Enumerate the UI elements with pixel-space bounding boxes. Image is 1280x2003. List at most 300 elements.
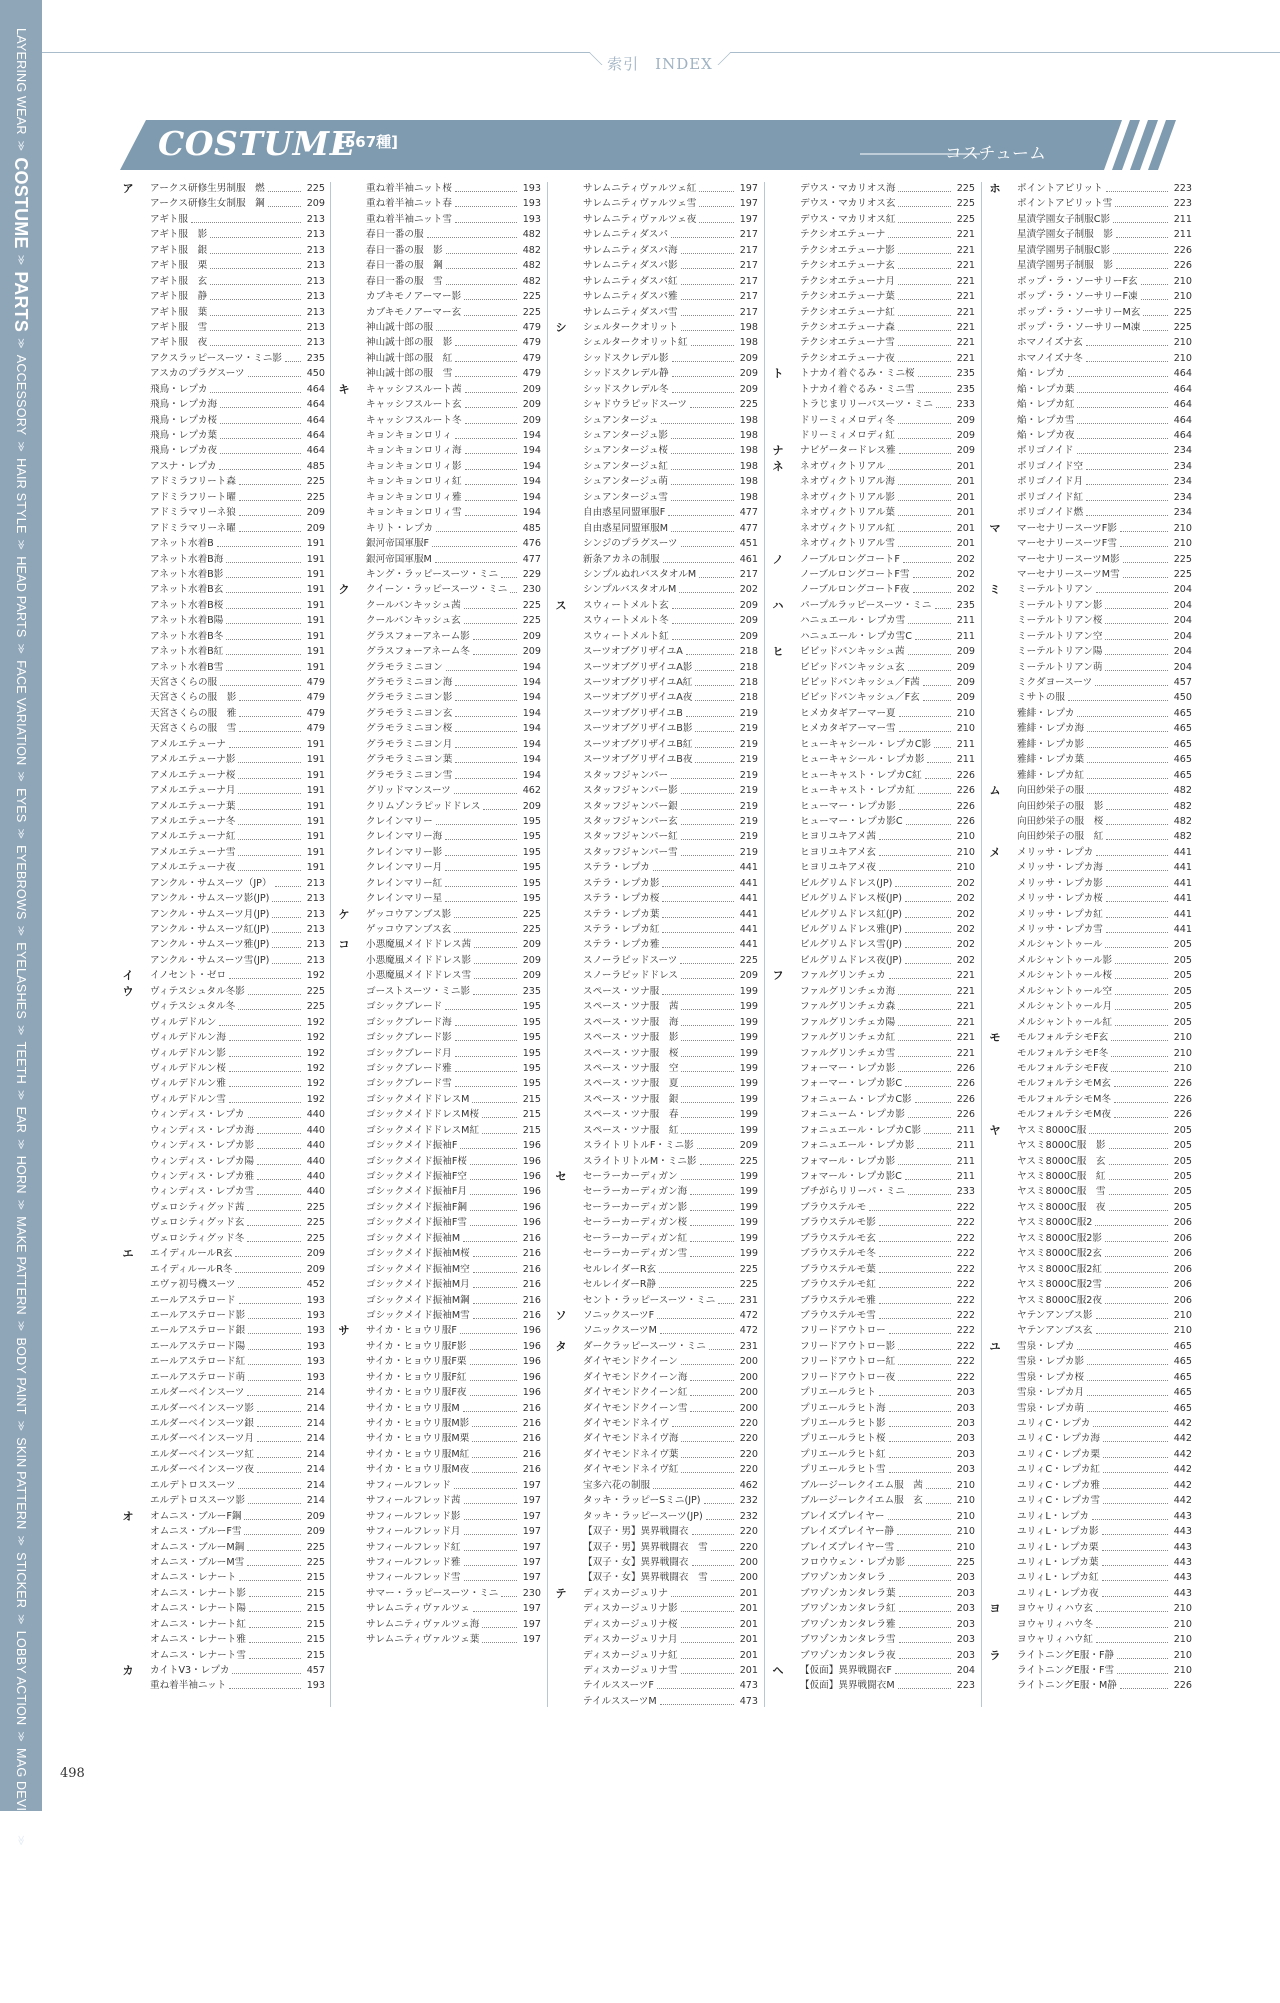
entry-name: 焔・レプカ紅	[1017, 399, 1075, 411]
leader-dots	[898, 500, 951, 501]
leader-dots	[681, 299, 734, 300]
leader-dots	[1102, 1596, 1168, 1597]
entry-page: 225	[306, 985, 325, 997]
entry-name: ゴシックブレード雅	[366, 1062, 452, 1074]
index-entry	[987, 258, 1192, 273]
side-nav-item[interactable]: EYELASHES	[14, 942, 28, 1019]
leader-dots	[936, 407, 951, 408]
index-entry	[120, 351, 325, 366]
leader-dots	[432, 546, 517, 547]
index-entry	[336, 768, 541, 783]
leader-dots	[926, 1503, 951, 1504]
index-entry	[987, 937, 1192, 952]
leader-dots	[1103, 1457, 1168, 1458]
index-entry	[987, 1154, 1192, 1169]
leader-dots	[455, 191, 517, 192]
index-entry	[336, 660, 541, 675]
leader-dots	[899, 1658, 951, 1659]
leader-dots	[238, 762, 301, 763]
entry-page: 205	[1173, 1171, 1192, 1182]
entry-name: 【仮面】異界戦闘衣M	[800, 1680, 895, 1692]
leader-dots	[470, 1210, 517, 1211]
entry-name: エルデトロススーツ	[150, 1479, 236, 1491]
entry-name: 自由惑星同盟軍服M	[583, 522, 669, 534]
entry-page: 202	[956, 893, 975, 905]
entry-page: 233	[956, 1186, 975, 1198]
leader-dots	[899, 1596, 951, 1597]
kana-heading: セ	[555, 1170, 567, 1183]
leader-dots	[1116, 268, 1168, 269]
entry-name: サレムニティヴァルツェ海	[366, 1618, 480, 1630]
leader-dots	[657, 1318, 734, 1319]
entry-name: ヤスミ8000C服 紅	[1017, 1171, 1106, 1182]
side-nav-item[interactable]: FACE VARIATION	[14, 660, 28, 766]
leader-dots	[501, 577, 517, 578]
index-entry	[336, 675, 541, 690]
index-entry	[987, 320, 1192, 335]
index-entry	[553, 1694, 758, 1709]
entry-page: 205	[1173, 939, 1192, 951]
index-entry	[770, 1030, 975, 1045]
entry-page: 218	[739, 646, 758, 658]
entry-page: 209	[739, 1140, 758, 1152]
entry-name: サフィールフレッド月	[366, 1526, 461, 1538]
leader-dots	[229, 978, 301, 979]
entry-page: 209	[956, 677, 975, 688]
index-entry	[987, 474, 1192, 489]
side-nav-item[interactable]: WEAPON CAMOUFLAGE	[14, 1851, 28, 2003]
index-entry	[987, 984, 1192, 999]
entry-page: 225	[522, 291, 541, 303]
entry-page: 200	[739, 1387, 758, 1399]
leader-dots	[699, 222, 734, 223]
leader-dots	[220, 423, 301, 424]
leader-dots	[455, 762, 517, 763]
entry-page: 235	[956, 368, 975, 380]
entry-page: 234	[1173, 507, 1192, 519]
entry-name: ノーブルロングコートF夜	[800, 584, 910, 596]
leader-dots	[1105, 608, 1168, 609]
side-nav-item[interactable]: ACCESSORY	[14, 354, 28, 436]
index-entry	[770, 1678, 975, 1693]
index-entry	[120, 459, 325, 474]
entry-page: 193	[522, 213, 541, 225]
entry-name: ウィンディス・レプカ雪	[150, 1186, 255, 1198]
leader-dots	[671, 237, 734, 238]
entry-name: オムニス・ブルーM鋼	[150, 1541, 245, 1553]
entry-page: 205	[1173, 1201, 1192, 1213]
index-entry	[120, 1138, 325, 1153]
leader-dots	[435, 562, 517, 563]
leader-dots	[662, 901, 734, 902]
leader-dots	[1114, 1117, 1168, 1118]
entry-page: 457	[306, 1665, 325, 1676]
index-entry	[770, 1385, 975, 1400]
entry-page: 200	[739, 1402, 758, 1414]
entry-name: 星漬学園女子制服C影	[1017, 213, 1111, 225]
leader-dots	[898, 546, 951, 547]
leader-dots	[257, 1179, 301, 1180]
leader-dots	[889, 1333, 951, 1334]
leader-dots	[915, 639, 951, 640]
entry-page: 197	[522, 1618, 541, 1630]
entry-page: 465	[1173, 1402, 1192, 1414]
entry-page: 216	[522, 1232, 541, 1244]
leader-dots	[659, 1272, 734, 1273]
index-entry	[336, 1617, 541, 1632]
index-entry	[120, 829, 325, 844]
leader-dots	[463, 1241, 517, 1242]
entry-name: ダイヤモンドネイヴ海	[583, 1433, 679, 1445]
entry-name: フリードアウトロー	[800, 1325, 886, 1337]
index-entry	[770, 1046, 975, 1061]
entry-page: 485	[306, 460, 325, 472]
entry-page: 479	[522, 337, 541, 349]
entry-page: 216	[522, 1294, 541, 1306]
entry-name: エイディルールR玄	[150, 1248, 233, 1260]
entry-name: キャッシフスルート茜	[366, 383, 462, 395]
side-nav-item[interactable]: EAR	[14, 1106, 28, 1134]
leader-dots	[470, 1364, 517, 1365]
entry-name: エールアステロード銀	[150, 1325, 246, 1337]
index-entry	[553, 1046, 758, 1061]
entry-page: 217	[739, 568, 758, 580]
banner-count: [567種]	[338, 133, 399, 151]
index-entry	[336, 814, 541, 829]
index-entry	[120, 1169, 325, 1184]
entry-page: 209	[522, 954, 541, 966]
leader-dots	[711, 1580, 734, 1581]
leader-dots	[898, 438, 951, 439]
index-entry	[770, 799, 975, 814]
index-entry	[987, 1354, 1192, 1369]
leader-dots	[709, 1349, 734, 1350]
entry-name: キョンキョンロリィ紅	[366, 476, 462, 488]
leader-dots	[455, 1071, 517, 1072]
leader-dots	[1111, 1056, 1168, 1057]
entry-name: メルシャントゥール紅	[1017, 1016, 1113, 1028]
leader-dots	[889, 1457, 951, 1458]
entry-page: 199	[739, 1093, 758, 1105]
entry-page: 215	[522, 1124, 541, 1136]
index-entry	[120, 721, 325, 736]
entry-page: 225	[956, 183, 975, 194]
leader-dots	[1105, 1272, 1168, 1273]
entry-name: ファルグリンチェカ海	[800, 985, 896, 997]
leader-dots	[238, 870, 301, 871]
side-nav-item[interactable]: COSTUME	[11, 157, 32, 249]
entry-name: グラモラミニヨン雪	[366, 769, 453, 781]
leader-dots	[898, 515, 951, 516]
entry-page: 201	[739, 1618, 758, 1630]
entry-page: 201	[739, 1603, 758, 1615]
index-entry	[120, 845, 325, 860]
entry-name: ビルグリムドレス夜(JP)	[800, 954, 902, 966]
leader-dots	[455, 1086, 517, 1087]
entry-name: モルフォルテシモF夜	[1017, 1062, 1109, 1074]
index-entry	[120, 1061, 325, 1076]
entry-page: 230	[522, 1587, 541, 1599]
leader-dots	[672, 392, 734, 393]
entry-name: ポリゴノイド燃	[1017, 507, 1084, 519]
entry-page: 216	[522, 1418, 541, 1429]
entry-name: アネット水着B冬	[150, 630, 224, 642]
side-nav-item[interactable]: EYEBROWS	[14, 845, 28, 920]
entry-page: 206	[1173, 1294, 1192, 1306]
entry-page: 191	[306, 785, 325, 797]
index-entry	[120, 1632, 325, 1647]
entry-page: 219	[739, 707, 758, 719]
entry-name: ユリィL・レプカ紅	[1017, 1572, 1099, 1584]
leader-dots	[472, 1102, 517, 1103]
entry-name: アギト服 影	[150, 229, 208, 241]
entry-name: 銀河帝国軍服M	[366, 553, 432, 565]
leader-dots	[465, 500, 517, 501]
leader-dots	[672, 376, 734, 377]
index-entry	[553, 1617, 758, 1632]
entry-page: 464	[1173, 368, 1192, 380]
index-entry	[553, 1509, 758, 1524]
leader-dots	[465, 453, 517, 454]
entry-name: トラじまリリーパスーツ・ミニ	[800, 399, 933, 411]
index-entry	[987, 1169, 1192, 1184]
entry-page: 193	[522, 183, 541, 194]
index-entry	[120, 274, 325, 289]
kana-heading: タ	[555, 1339, 567, 1353]
entry-name: ディスカージュリナ	[583, 1587, 668, 1599]
entry-name: テイルススーツM	[583, 1695, 657, 1707]
entry-name: ポップ・ラ・ソーサリーF玄	[1017, 275, 1138, 287]
side-nav-item[interactable]: STICKER	[14, 1552, 28, 1609]
side-nav-item[interactable]: TEETH	[14, 1041, 28, 1084]
side-nav-item[interactable]: LOBBY ACTION	[14, 1630, 28, 1726]
entry-page: 210	[956, 1541, 975, 1553]
entry-page: 210	[956, 846, 975, 858]
leader-dots	[681, 1009, 734, 1010]
entry-page: 222	[956, 1294, 975, 1306]
entry-page: 225	[306, 1541, 325, 1553]
leader-dots	[210, 284, 301, 285]
leader-dots	[220, 685, 301, 686]
entry-page: 461	[739, 553, 758, 565]
index-entry	[553, 397, 758, 412]
index-entry	[987, 1632, 1192, 1647]
leader-dots	[220, 453, 301, 454]
index-entry	[987, 860, 1192, 875]
double-chevron-icon: ≫	[15, 925, 27, 937]
side-nav-item[interactable]: MAKE PATTERN	[14, 1216, 28, 1315]
side-nav-item[interactable]: EYES	[14, 788, 28, 823]
side-nav-item[interactable]: MAG DEVICE	[14, 1748, 28, 1830]
leader-dots	[191, 222, 301, 223]
entry-page: 203	[956, 1618, 975, 1630]
entry-name: ディスカージュリナ月	[583, 1634, 678, 1646]
entry-page: 226	[1173, 260, 1192, 272]
leader-dots	[681, 1673, 734, 1674]
index-entry	[120, 1107, 325, 1122]
entry-page: 231	[739, 1294, 758, 1306]
leader-dots	[248, 994, 301, 995]
entry-page: 221	[956, 352, 975, 364]
index-entry	[987, 613, 1192, 628]
index-entry	[120, 922, 325, 937]
index-entry	[553, 1632, 758, 1647]
entry-name: ライトニングE服・M静	[1017, 1680, 1117, 1692]
entry-name: ノーブルロングコートF	[800, 553, 900, 565]
entry-name: グラモラミニヨン	[366, 661, 443, 673]
entry-page: 199	[739, 1232, 758, 1244]
double-chevron-icon: ≫	[15, 828, 27, 840]
index-entry	[553, 968, 758, 983]
index-entry	[770, 505, 975, 520]
entry-page: 196	[522, 1356, 541, 1368]
entry-name: 向田紗栄子の服 影	[1017, 800, 1104, 812]
entry-name: ゴシックブレード	[366, 1001, 443, 1013]
leader-dots	[1106, 809, 1168, 810]
entry-name: ゴシックメイド振袖M鋼	[366, 1294, 470, 1306]
leader-dots	[272, 901, 301, 902]
entry-page: 457	[1173, 677, 1192, 688]
index-entry	[120, 891, 325, 906]
entry-name: サフィールフレッド茜	[366, 1495, 461, 1507]
kana-heading: ソ	[555, 1308, 567, 1322]
entry-page: 191	[306, 568, 325, 580]
entry-name: ヨウャリィハウ玄	[1017, 1603, 1093, 1615]
index-entry	[336, 644, 541, 659]
entry-name: シッドスクレデル影	[583, 352, 669, 364]
index-entry	[336, 1632, 541, 1647]
leader-dots	[1095, 685, 1168, 686]
entry-page: 221	[956, 291, 975, 303]
entry-name: ポリゴノイド	[1017, 445, 1074, 457]
entry-name: ステラ・レプカ葉	[583, 908, 660, 920]
entry-page: 443	[1173, 1510, 1192, 1522]
entry-name: アメルエテューナ夜	[150, 862, 236, 874]
leader-dots	[445, 870, 517, 871]
side-nav-item[interactable]: HORN	[14, 1155, 28, 1194]
index-entry	[987, 1586, 1192, 1601]
side-nav-item[interactable]: LAYERING WEAR	[14, 28, 28, 135]
leader-dots	[699, 206, 734, 207]
index-entry	[987, 1231, 1192, 1246]
entry-name: ゴシックメイド振袖M月	[366, 1279, 470, 1291]
entry-name: マーセナリースーツM雪	[1017, 568, 1120, 580]
side-nav-item[interactable]: HEAD PARTS	[14, 556, 28, 638]
kana-heading: ト	[772, 367, 784, 381]
index-entry	[770, 351, 975, 366]
index-entry	[336, 1370, 541, 1385]
index-entry	[553, 1354, 758, 1369]
entry-page: 210	[1173, 538, 1192, 550]
entry-name: 雅緋・レプカ紅	[1017, 769, 1085, 781]
entry-page: 211	[1173, 213, 1192, 225]
entry-name: 雅緋・レプカ海	[1017, 723, 1085, 735]
entry-name: プリエールラヒト雪	[800, 1464, 886, 1476]
index-entry	[987, 1246, 1192, 1261]
entry-name: ヴィルデドルン桜	[150, 1062, 226, 1074]
entry-name: セント・ラッピースーツ・ミニ	[583, 1294, 716, 1306]
leader-dots	[1109, 1210, 1168, 1211]
entry-name: アネット水着B陽	[150, 615, 224, 627]
entry-name: デウス・マカリオス玄	[800, 198, 896, 210]
entry-page: 196	[522, 1155, 541, 1167]
entry-name: スウィートメルト冬	[583, 615, 669, 627]
index-entry	[553, 629, 758, 644]
entry-page: 225	[956, 213, 975, 225]
leader-dots	[464, 1503, 517, 1504]
entry-page: 202	[956, 568, 975, 580]
entry-name: サレムニティヴァルツェ夜	[583, 213, 697, 225]
index-entry	[336, 212, 541, 227]
index-entry	[770, 1493, 975, 1508]
index-entry	[553, 876, 758, 891]
entry-name: ヤスミ8000C服 影	[1017, 1140, 1106, 1152]
entry-page: 197	[522, 1556, 541, 1568]
index-entry	[336, 598, 541, 613]
side-nav-item[interactable]: HAIR STYLE	[14, 458, 28, 534]
entry-page: 210	[1173, 1032, 1192, 1044]
kana-heading: ヘ	[772, 1664, 784, 1677]
entry-name: ファルグリンチェカ	[800, 970, 886, 982]
index-entry	[553, 706, 758, 721]
leader-dots	[925, 778, 951, 779]
entry-page: 194	[522, 692, 541, 704]
leader-dots	[898, 1040, 951, 1041]
side-nav-item[interactable]: PARTS	[11, 271, 32, 333]
leader-dots	[1105, 947, 1168, 948]
index-entry	[770, 1076, 975, 1091]
leader-dots	[908, 654, 951, 655]
index-entry	[770, 1061, 975, 1076]
leader-dots	[898, 299, 951, 300]
entry-name: フォマール・レプカ影C	[800, 1171, 902, 1182]
leader-dots	[238, 824, 301, 825]
entry-name: ネオヴィクトリアル紅	[800, 522, 895, 534]
entry-page: 218	[739, 661, 758, 673]
entry-name: 重ね着半袖ニット春	[366, 198, 452, 210]
entry-page: 194	[522, 707, 541, 719]
entry-page: 209	[956, 445, 975, 457]
entry-name: ブレイズプレイヤー	[800, 1510, 885, 1522]
side-nav-item[interactable]: BODY PAINT	[14, 1337, 28, 1415]
kana-heading: ヒ	[772, 645, 784, 659]
leader-dots	[899, 453, 951, 454]
leader-dots	[899, 731, 951, 732]
entry-name: ミクダヨースーツ	[1017, 677, 1093, 688]
entry-name: 宝多六花の制服	[583, 1479, 651, 1491]
leader-dots	[247, 1241, 301, 1242]
entry-name: ヒューキャスト・レプカ紅	[800, 785, 916, 797]
entry-name: モルフォルテシモF冬	[1017, 1047, 1109, 1059]
index-entry	[120, 1154, 325, 1169]
entry-page: 441	[739, 908, 758, 920]
leader-dots	[905, 917, 951, 918]
entry-name: シュアンタージュ桜	[583, 445, 668, 457]
leader-dots	[1114, 1086, 1168, 1087]
entry-page: 193	[306, 1356, 325, 1368]
entry-page: 205	[1173, 970, 1192, 982]
index-entry	[553, 505, 758, 520]
leader-dots	[889, 1411, 951, 1412]
side-nav-item[interactable]: SKIN PATTERN	[14, 1437, 28, 1530]
entry-page: 226	[956, 815, 975, 827]
leader-dots	[879, 1303, 951, 1304]
leader-dots	[1109, 1179, 1168, 1180]
entry-page: 225	[306, 476, 325, 488]
index-entry	[770, 474, 975, 489]
entry-name: クレインマリー紅	[366, 877, 443, 889]
index-entry	[987, 1431, 1192, 1446]
